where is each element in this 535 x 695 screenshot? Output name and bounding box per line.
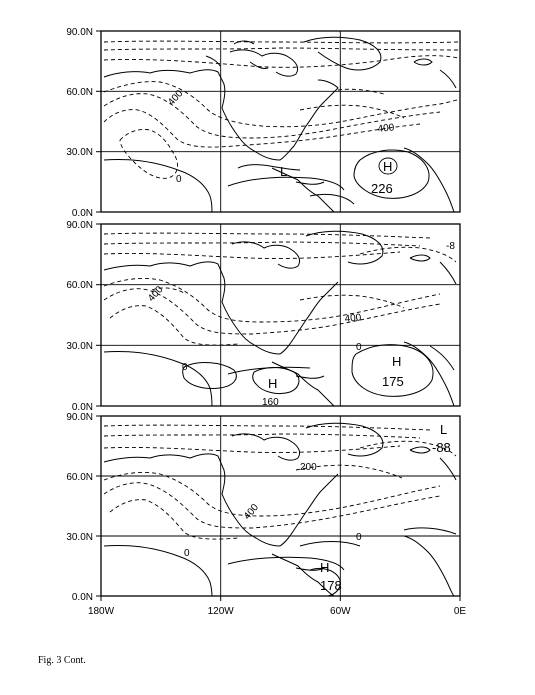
map-panel-1 <box>66 27 460 219</box>
coastlines <box>104 423 456 596</box>
partial-contour-value: 160 <box>262 397 279 408</box>
contour-label-400: 400 <box>166 88 186 109</box>
contour-label-minus8: -8 <box>446 241 455 252</box>
high-pressure-label: H <box>392 354 402 369</box>
figure-caption: Fig. 3 Cont. <box>38 655 86 666</box>
lat-label-90n: 90.0N <box>66 412 93 423</box>
contour-label-0: 0 <box>356 532 362 543</box>
low-pressure-value: -88 <box>432 440 451 455</box>
lat-label-60n: 60.0N <box>66 280 93 291</box>
contour-label-400: 400 <box>241 502 262 522</box>
low-pressure-label: L <box>440 422 448 437</box>
dashed-contours <box>104 425 456 539</box>
contour-label-200: 200 <box>300 462 317 473</box>
lat-label-60n: 60.0N <box>66 472 93 483</box>
contour-label-0: 0 <box>182 362 188 373</box>
contour-label-0: 0 <box>184 548 190 559</box>
high-pressure-value: 178 <box>320 578 342 593</box>
lon-label-120w: 120W <box>207 606 234 617</box>
high-pressure-label: H <box>268 376 278 391</box>
coastlines <box>104 37 456 212</box>
map-panel-3 <box>66 412 460 603</box>
high-pressure-value: 175 <box>382 374 404 389</box>
axis-ticks <box>96 31 101 212</box>
lat-label-0n: 0.0N <box>71 592 93 603</box>
dashed-contours <box>104 41 458 178</box>
lat-label-90n: 90.0N <box>66 220 93 231</box>
lat-label-60n: 60.0N <box>66 87 93 98</box>
lat-label-90n: 90.0N <box>66 27 93 38</box>
axis-ticks <box>96 224 101 406</box>
lon-label-180w: 180W <box>87 606 115 617</box>
low-pressure-label: L <box>280 164 288 179</box>
high-pressure-value: 226 <box>371 181 393 196</box>
lat-label-30n: 30.0N <box>66 532 93 543</box>
lat-label-30n: 30.0N <box>66 147 93 158</box>
contour-label-400: 400 <box>377 122 395 135</box>
high-pressure-label: H <box>383 159 393 174</box>
lat-label-0n: 0.0N <box>71 402 93 413</box>
panel-frame <box>101 31 460 212</box>
lon-label-60w: 60W <box>330 606 351 617</box>
contour-label-0: 0 <box>176 174 182 185</box>
axis-ticks <box>96 416 460 601</box>
graticule <box>101 224 460 406</box>
lon-label-0e: 0E <box>453 606 467 617</box>
contour-label-400: 400 <box>344 312 362 325</box>
lat-label-0n: 0.0N <box>71 208 93 219</box>
lat-label-30n: 30.0N <box>66 341 93 352</box>
map-panel-2 <box>66 220 460 413</box>
solid-contours <box>104 528 456 596</box>
high-pressure-label: H <box>320 560 330 575</box>
graticule <box>101 31 460 212</box>
graticule <box>101 416 460 596</box>
contour-label-400: 400 <box>146 284 166 305</box>
contour-label-0: 0 <box>356 342 362 353</box>
panel-frame <box>101 416 460 596</box>
panel-frame <box>101 224 460 406</box>
